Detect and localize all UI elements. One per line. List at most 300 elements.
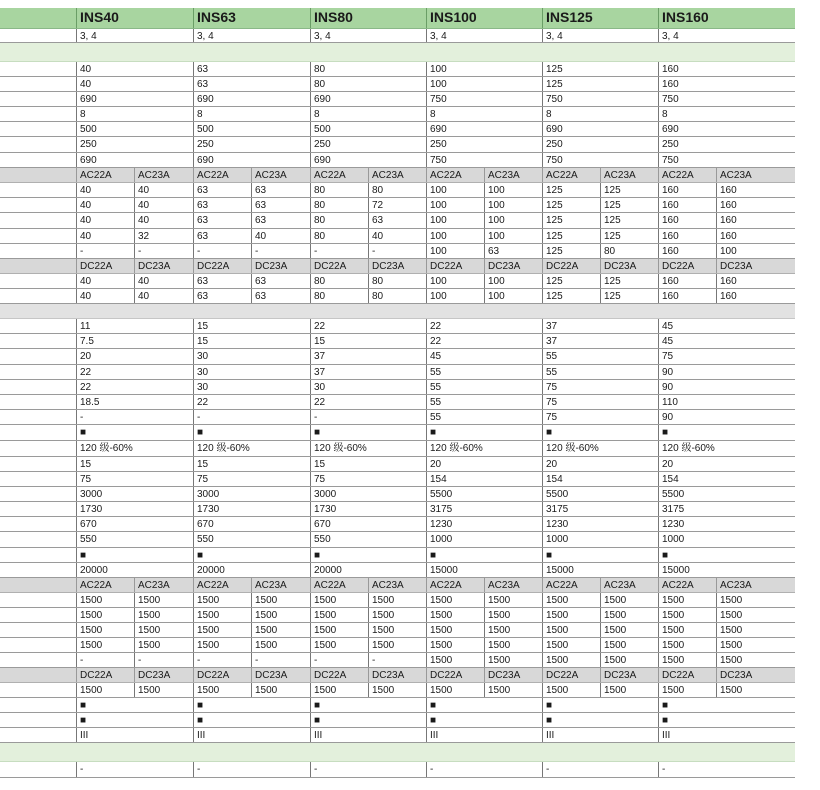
table-cell: 40 <box>134 274 193 288</box>
table-cell: 120 级-60% <box>426 441 542 456</box>
table-row <box>0 517 795 532</box>
table-cell: 670 <box>76 517 193 531</box>
section-band <box>0 743 795 762</box>
table-cell: 250 <box>193 137 310 152</box>
table-cell: 1730 <box>193 502 310 516</box>
table-row <box>0 274 795 289</box>
table-cell: 75 <box>542 395 658 409</box>
table-cell: 40 <box>76 229 134 243</box>
table-cell: 100 <box>426 229 484 243</box>
table-row <box>0 410 795 425</box>
table-cell: 40 <box>76 198 134 212</box>
table-cell: 100 <box>484 229 542 243</box>
table-cell: 1500 <box>484 623 542 637</box>
table-row <box>0 122 795 137</box>
table-cell: 1500 <box>426 608 484 622</box>
category-label: DC23A <box>368 668 426 682</box>
table-cell: 125 <box>542 77 658 91</box>
category-label: AC23A <box>134 168 193 182</box>
table-cell: 160 <box>658 274 716 288</box>
table-cell: - <box>310 762 426 777</box>
table-cell: 160 <box>716 213 795 228</box>
table-cell: - <box>76 762 193 777</box>
table-cell: 1500 <box>251 623 310 637</box>
table-cell: ■ <box>542 548 658 562</box>
table-cell: 100 <box>426 77 542 91</box>
table-cell: 20 <box>542 457 658 471</box>
table-cell: - <box>193 653 251 667</box>
table-cell: ■ <box>193 713 310 727</box>
table-row <box>0 563 795 578</box>
table-cell: 690 <box>310 92 426 106</box>
table-row <box>0 62 795 77</box>
table-cell: 80 <box>310 289 368 303</box>
table-cell: 750 <box>542 92 658 106</box>
category-label: DC22A <box>542 259 600 273</box>
section-band <box>0 43 795 62</box>
table-cell: 3, 4 <box>193 29 310 42</box>
table-cell: 90 <box>658 410 795 424</box>
table-cell: 55 <box>426 380 542 394</box>
table-row <box>0 728 795 743</box>
table-cell: 100 <box>426 274 484 288</box>
table-cell: 1500 <box>134 608 193 622</box>
category-label: AC22A <box>542 578 600 592</box>
table-cell: 32 <box>134 229 193 243</box>
table-cell: 7.5 <box>76 334 193 348</box>
table-cell: 1500 <box>310 593 368 607</box>
table-row <box>0 487 795 502</box>
table-cell: 1230 <box>658 517 795 531</box>
table-cell: 100 <box>426 198 484 212</box>
table-row <box>0 653 795 668</box>
table-cell: 1500 <box>134 683 193 697</box>
table-cell: - <box>134 653 193 667</box>
table-cell: 125 <box>600 229 658 243</box>
table-cell: 1500 <box>368 623 426 637</box>
table-cell: ■ <box>542 425 658 440</box>
table-cell: ■ <box>542 698 658 712</box>
table-cell: 160 <box>716 229 795 243</box>
table-cell: 80 <box>310 77 426 91</box>
table-row <box>0 623 795 638</box>
table-cell: 750 <box>426 153 542 167</box>
table-cell: 30 <box>310 380 426 394</box>
table-cell: 154 <box>426 472 542 486</box>
table-row <box>0 457 795 472</box>
table-cell: 100 <box>426 183 484 197</box>
category-label: DC23A <box>600 259 658 273</box>
category-label: DC23A <box>484 668 542 682</box>
category-label: AC22A <box>193 168 251 182</box>
table-cell: 80 <box>310 183 368 197</box>
table-cell: 1500 <box>193 623 251 637</box>
table-cell: 30 <box>193 349 310 364</box>
table-cell: ■ <box>310 548 426 562</box>
table-cell: 63 <box>193 229 251 243</box>
table-cell: 160 <box>658 198 716 212</box>
section-band <box>0 304 795 319</box>
table-cell: 8 <box>426 107 542 121</box>
table-cell: 3, 4 <box>426 29 542 42</box>
table-cell: 1500 <box>310 683 368 697</box>
table-cell: 3000 <box>310 487 426 501</box>
category-label: DC23A <box>251 668 310 682</box>
table-cell: 160 <box>716 183 795 197</box>
category-label: DC22A <box>310 668 368 682</box>
table-cell: 90 <box>658 365 795 379</box>
table-cell: 250 <box>310 137 426 152</box>
category-label: AC22A <box>193 578 251 592</box>
table-cell: 120 级-60% <box>658 441 795 456</box>
table-row <box>0 425 795 441</box>
table-cell: 1500 <box>251 593 310 607</box>
table-cell: - <box>426 762 542 777</box>
table-cell: 40 <box>76 213 134 228</box>
table-cell: 5500 <box>658 487 795 501</box>
table-row <box>0 183 795 198</box>
table-row <box>0 762 795 778</box>
table-cell: 45 <box>426 349 542 364</box>
table-cell: 1500 <box>658 683 716 697</box>
table-cell: 72 <box>368 198 426 212</box>
table-cell: 8 <box>542 107 658 121</box>
table-cell: 15 <box>193 457 310 471</box>
table-cell: 3, 4 <box>542 29 658 42</box>
table-cell: 63 <box>251 289 310 303</box>
table-cell: 20000 <box>76 563 193 577</box>
subheader-row <box>0 259 795 274</box>
model-header: INS80 <box>310 8 426 28</box>
table-cell: 120 级-60% <box>76 441 193 456</box>
category-label: DC23A <box>600 668 658 682</box>
table-cell: 37 <box>542 334 658 348</box>
table-cell: 160 <box>658 289 716 303</box>
table-cell: 250 <box>426 137 542 152</box>
category-label: AC22A <box>426 578 484 592</box>
table-cell: 30 <box>193 380 310 394</box>
table-cell: III <box>193 728 310 742</box>
table-cell: 40 <box>134 198 193 212</box>
table-cell: 75 <box>193 472 310 486</box>
table-cell: 690 <box>193 92 310 106</box>
table-cell: 75 <box>76 472 193 486</box>
model-header: INS100 <box>426 8 542 28</box>
table-cell: - <box>251 244 310 258</box>
table-cell: III <box>658 728 795 742</box>
table-cell: 750 <box>658 92 795 106</box>
table-cell: ■ <box>426 548 542 562</box>
category-label: DC22A <box>426 259 484 273</box>
category-label: DC23A <box>134 668 193 682</box>
category-label: AC23A <box>716 168 795 182</box>
table-cell: ■ <box>426 425 542 440</box>
table-cell: 80 <box>310 229 368 243</box>
table-cell: 500 <box>310 122 426 136</box>
category-label: DC22A <box>658 259 716 273</box>
table-cell: 40 <box>76 62 193 76</box>
table-cell: III <box>310 728 426 742</box>
table-cell: 1730 <box>310 502 426 516</box>
table-cell: 100 <box>484 274 542 288</box>
category-label: AC23A <box>484 168 542 182</box>
table-cell: 15000 <box>542 563 658 577</box>
table-row <box>0 365 795 380</box>
table-cell: 690 <box>658 122 795 136</box>
category-label: AC23A <box>716 578 795 592</box>
table-cell: 1500 <box>426 623 484 637</box>
category-label: DC22A <box>658 668 716 682</box>
table-cell: ■ <box>426 713 542 727</box>
table-cell: 1500 <box>484 608 542 622</box>
table-cell: 125 <box>542 229 600 243</box>
table-cell: 80 <box>310 274 368 288</box>
table-cell: 15 <box>193 334 310 348</box>
table-cell: 690 <box>542 122 658 136</box>
table-cell: 3000 <box>193 487 310 501</box>
table-cell: 80 <box>368 274 426 288</box>
table-cell: 160 <box>658 183 716 197</box>
table-cell: 22 <box>193 395 310 409</box>
table-cell: - <box>310 653 368 667</box>
table-row <box>0 77 795 92</box>
category-label: AC23A <box>251 168 310 182</box>
table-cell: 1500 <box>251 608 310 622</box>
category-label: AC22A <box>658 578 716 592</box>
table-cell: 670 <box>310 517 426 531</box>
table-cell: 160 <box>658 213 716 228</box>
table-cell: 20 <box>658 457 795 471</box>
category-label: AC23A <box>251 578 310 592</box>
category-label: AC22A <box>310 168 368 182</box>
table-cell: 690 <box>76 92 193 106</box>
table-cell: - <box>368 653 426 667</box>
table-cell: 1500 <box>426 683 484 697</box>
table-cell: 550 <box>310 532 426 547</box>
table-cell: ■ <box>193 548 310 562</box>
category-label: DC23A <box>251 259 310 273</box>
table-cell: 1500 <box>368 608 426 622</box>
table-cell: 15000 <box>426 563 542 577</box>
table-row <box>0 502 795 517</box>
table-cell: - <box>658 762 795 777</box>
table-cell: 30 <box>193 365 310 379</box>
table-cell: - <box>193 762 310 777</box>
table-cell: 100 <box>426 213 484 228</box>
table-cell: 40 <box>368 229 426 243</box>
table-cell: 1500 <box>484 638 542 652</box>
table-cell: 1500 <box>76 683 134 697</box>
table-cell: 3175 <box>426 502 542 516</box>
table-cell: 160 <box>658 62 795 76</box>
table-cell: 690 <box>193 153 310 167</box>
table-cell: 75 <box>542 410 658 424</box>
table-cell: 63 <box>251 274 310 288</box>
table-cell: 15 <box>76 457 193 471</box>
table-cell: ■ <box>426 698 542 712</box>
header-row <box>0 8 795 29</box>
table-cell: 125 <box>542 289 600 303</box>
table-cell: 20000 <box>310 563 426 577</box>
table-cell: 1500 <box>193 608 251 622</box>
table-row <box>0 638 795 653</box>
table-cell: 125 <box>542 213 600 228</box>
table-cell: 1500 <box>76 638 134 652</box>
table-cell: - <box>251 653 310 667</box>
table-cell: 160 <box>658 244 716 258</box>
subheader-row <box>0 578 795 593</box>
table-row <box>0 532 795 548</box>
table-cell: 1500 <box>76 623 134 637</box>
table-cell: 63 <box>368 213 426 228</box>
table-row <box>0 244 795 259</box>
table-row <box>0 349 795 365</box>
table-row <box>0 92 795 107</box>
table-cell: 160 <box>658 77 795 91</box>
table-cell: 100 <box>426 244 484 258</box>
table-cell: 1500 <box>193 683 251 697</box>
table-cell: 20 <box>76 349 193 364</box>
table-cell: 250 <box>76 137 193 152</box>
category-label: DC22A <box>193 668 251 682</box>
table-cell: 154 <box>542 472 658 486</box>
table-cell: 15 <box>310 457 426 471</box>
table-cell: 3, 4 <box>658 29 795 42</box>
table-cell: 120 级-60% <box>542 441 658 456</box>
table-cell: 3, 4 <box>310 29 426 42</box>
table-cell: 1500 <box>310 638 368 652</box>
table-cell: 154 <box>658 472 795 486</box>
table-cell: 1500 <box>426 593 484 607</box>
table-cell: ■ <box>310 425 426 440</box>
table-cell: 100 <box>426 289 484 303</box>
table-cell: 1500 <box>658 638 716 652</box>
model-header: INS125 <box>542 8 658 28</box>
table-cell: 80 <box>310 213 368 228</box>
table-cell: 22 <box>426 334 542 348</box>
table-cell: 37 <box>310 349 426 364</box>
table-cell: 1500 <box>76 608 134 622</box>
table-cell: 18.5 <box>76 395 193 409</box>
table-cell: 40 <box>251 229 310 243</box>
table-cell: 8 <box>310 107 426 121</box>
table-cell: 22 <box>310 395 426 409</box>
table-cell: 1500 <box>426 653 484 667</box>
table-cell: 1500 <box>134 638 193 652</box>
table-cell: ■ <box>76 698 193 712</box>
category-label: DC22A <box>76 259 134 273</box>
category-label: AC22A <box>658 168 716 182</box>
table-cell: 100 <box>484 213 542 228</box>
table-cell: 80 <box>368 183 426 197</box>
table-cell: 1500 <box>542 638 600 652</box>
table-cell: 55 <box>542 365 658 379</box>
table-cell: 1500 <box>76 593 134 607</box>
table-cell: 125 <box>600 289 658 303</box>
table-cell: 750 <box>658 153 795 167</box>
table-cell: 63 <box>251 183 310 197</box>
table-cell: 15000 <box>658 563 795 577</box>
table-cell: 90 <box>658 380 795 394</box>
table-row <box>0 713 795 728</box>
table-cell: III <box>426 728 542 742</box>
table-cell: 120 级-60% <box>193 441 310 456</box>
table-cell: 1500 <box>542 653 600 667</box>
category-label: AC23A <box>134 578 193 592</box>
table-cell: 1500 <box>542 623 600 637</box>
table-cell: 100 <box>484 289 542 303</box>
table-cell: 8 <box>658 107 795 121</box>
table-cell: - <box>76 410 193 424</box>
table-cell: 1230 <box>426 517 542 531</box>
table-cell: III <box>542 728 658 742</box>
table-cell: 1500 <box>426 638 484 652</box>
category-label: DC22A <box>310 259 368 273</box>
table-row <box>0 593 795 608</box>
table-cell: 125 <box>542 183 600 197</box>
table-cell: 5500 <box>542 487 658 501</box>
table-cell: 1230 <box>542 517 658 531</box>
category-label: DC23A <box>134 259 193 273</box>
table-cell: - <box>368 244 426 258</box>
table-cell: ■ <box>310 713 426 727</box>
table-cell: ■ <box>193 698 310 712</box>
table-cell: 63 <box>251 198 310 212</box>
table-cell: 500 <box>76 122 193 136</box>
table-cell: 20000 <box>193 563 310 577</box>
table-cell: 1500 <box>600 608 658 622</box>
table-cell: 160 <box>716 289 795 303</box>
table-cell: 1000 <box>426 532 542 547</box>
table-cell: 22 <box>426 319 542 333</box>
table-cell: 1500 <box>484 593 542 607</box>
table-cell: ■ <box>76 713 193 727</box>
table-cell: 125 <box>542 244 600 258</box>
table-cell: 3175 <box>658 502 795 516</box>
table-cell: 45 <box>658 334 795 348</box>
table-row <box>0 608 795 623</box>
table-cell: 250 <box>658 137 795 152</box>
table-cell: 3175 <box>542 502 658 516</box>
table-cell: 75 <box>542 380 658 394</box>
table-cell: 37 <box>310 365 426 379</box>
category-label: DC23A <box>716 668 795 682</box>
table-cell: 63 <box>193 213 251 228</box>
table-cell: 40 <box>76 289 134 303</box>
table-cell: 125 <box>542 198 600 212</box>
table-cell: 1500 <box>716 593 795 607</box>
table-cell: - <box>76 653 134 667</box>
table-cell: 80 <box>310 62 426 76</box>
table-cell: 1500 <box>600 653 658 667</box>
table-cell: - <box>310 410 426 424</box>
table-cell: 670 <box>193 517 310 531</box>
category-label: AC22A <box>76 578 134 592</box>
table-cell: ■ <box>76 548 193 562</box>
table-cell: 750 <box>542 153 658 167</box>
table-cell: 37 <box>542 319 658 333</box>
category-label: DC22A <box>542 668 600 682</box>
category-label: AC23A <box>600 578 658 592</box>
table-cell: 160 <box>716 198 795 212</box>
table-cell: ■ <box>658 425 795 440</box>
table-cell: 100 <box>484 183 542 197</box>
table-cell: 3000 <box>76 487 193 501</box>
table-cell: 40 <box>134 289 193 303</box>
category-label: AC23A <box>368 578 426 592</box>
table-cell: 3, 4 <box>76 29 193 42</box>
table-cell: 125 <box>600 183 658 197</box>
